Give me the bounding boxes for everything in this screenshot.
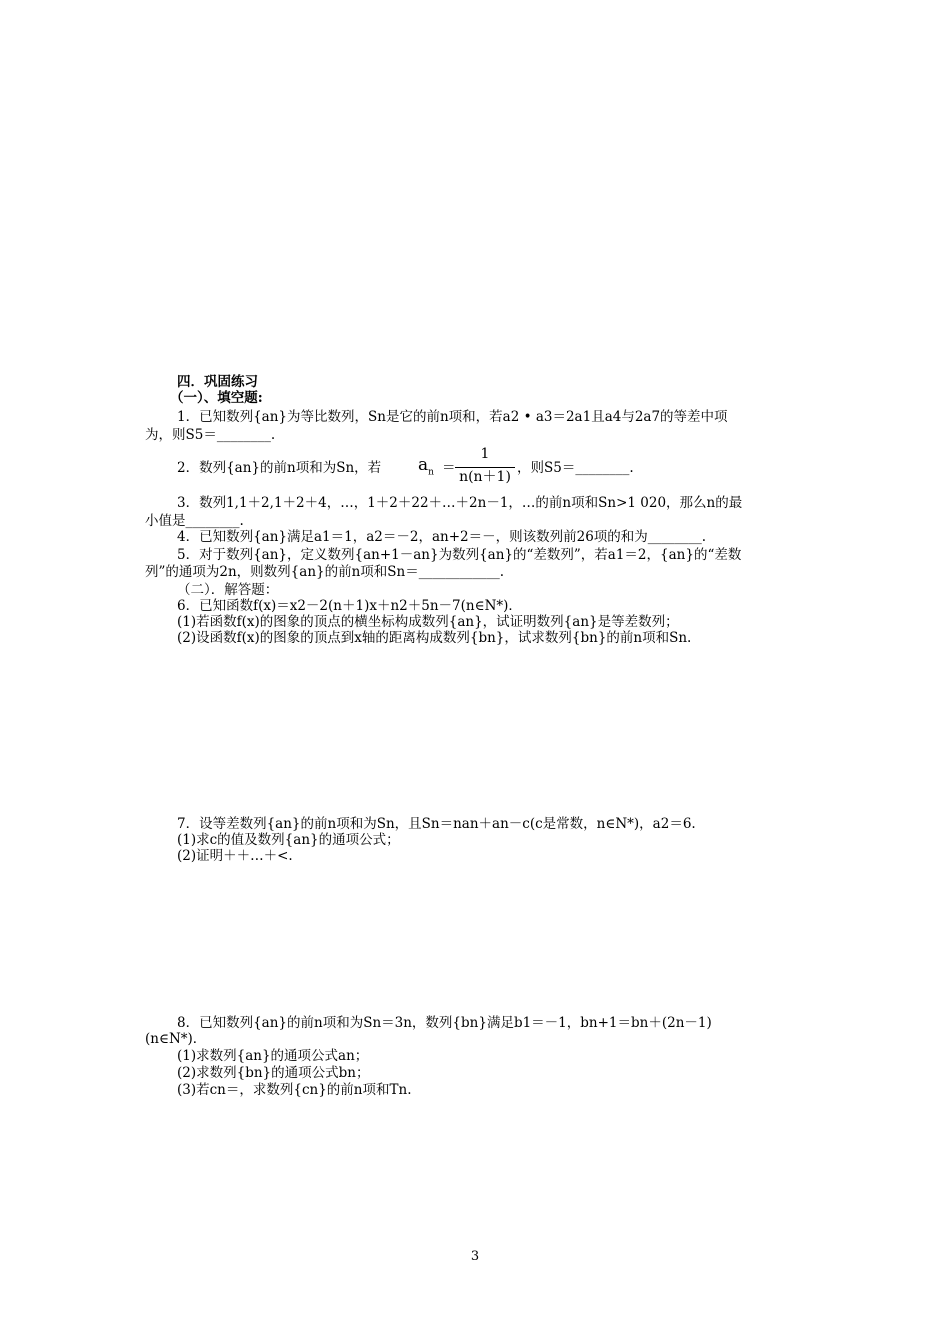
q5-line2: 列”的通项为2n，则数列{an}的前n项和Sn＝____________.: [145, 564, 505, 580]
q3-line1: 3．数列1,1＋2,1＋2＋4，…，1＋2＋22＋…＋2n－1，…的前n项和Sn>1 020，那么n的最: [177, 495, 743, 511]
q8-line5: (3)若cn＝，求数列{cn}的前n项和Tn.: [177, 1082, 412, 1098]
q2-equals: ＝: [442, 460, 456, 476]
q7-line2: (1)求c的值及数列{an}的通项公式；: [177, 832, 400, 848]
q2-numerator: 1: [480, 446, 490, 462]
q2-denominator: n(n＋1): [459, 469, 511, 485]
q8-line2: (n∈N*)．: [145, 1031, 207, 1047]
q8-line3: (1)求数列{an}的通项公式an；: [177, 1048, 369, 1064]
q3-line2: 小值是________.: [145, 513, 244, 529]
q2-fraction: [455, 446, 515, 488]
q6-line1: 6．已知函数f(x)＝x2－2(n＋1)x＋n2＋5n－7(n∈N*)．: [177, 598, 522, 614]
fill-in-heading: （一）、填空题:: [170, 390, 263, 406]
section-heading: 四．巩固练习: [177, 374, 258, 390]
q5-line1: 5．对于数列{an}，定义数列{an+1－an}为数列{an}的“差数列”，若a1＝2，{an}的“差数: [177, 547, 742, 563]
q2-lhs: $a_n$: [418, 455, 434, 478]
q2-prefix: 2．数列{an}的前n项和为Sn，若: [177, 460, 382, 476]
q6-line3: (2)设函数f(x)的图象的顶点到x轴的距离构成数列{bn}，试求数列{bn}的前n项和Sn.: [177, 630, 692, 646]
q7-line1: 7．设等差数列{an}的前n项和为Sn，且Sn＝nan＋an－c(c是常数，n∈N*)，a2＝6.: [177, 816, 696, 832]
q1-line2: 为，则S5＝________.: [145, 427, 276, 443]
q2-suffix: ，则S5＝________.: [517, 460, 634, 476]
q6-line2: (1)若函数f(x)的图象的顶点的横坐标构成数列{an}，试证明数列{an}是等差数列；: [177, 614, 679, 630]
fraction-bar: [455, 467, 515, 468]
q8-line1: 8．已知数列{an}的前n项和为Sn＝3n，数列{bn}满足b1＝－1，bn+1＝bn＋(2n－1): [177, 1015, 712, 1031]
q7-line3: (2)证明＋＋…＋<.: [177, 848, 293, 864]
page-number: 3: [470, 1249, 480, 1264]
q1-line1: 1．已知数列{an}为等比数列，Sn是它的前n项和，若a2 • a3＝2a1且a4与2a7的等差中项: [177, 409, 728, 425]
q8-line4: (2)求数列{bn}的通项公式bn；: [177, 1065, 370, 1081]
answer-heading: （二）．解答题：: [177, 582, 279, 598]
q4-line1: 4．已知数列{an}满足a1＝1，a2＝－2，an+2＝－，则该数列前26项的和为________.: [177, 529, 707, 545]
